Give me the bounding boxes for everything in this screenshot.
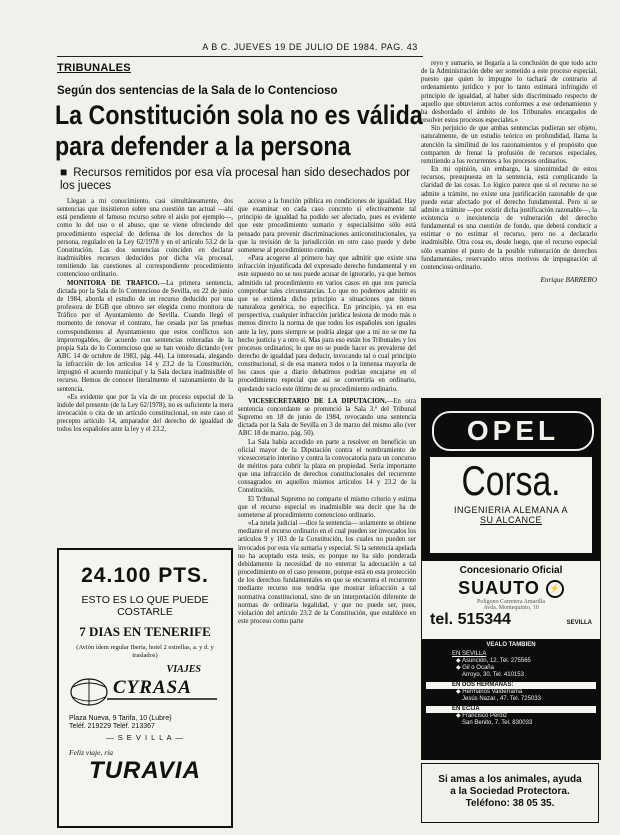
paragraph <box>57 280 233 394</box>
article-column-2 <box>238 198 416 828</box>
tagline-1: INGENIERIA ALEMANA A <box>453 505 569 515</box>
agents-location-1: EN SEVILLA <box>452 651 487 657</box>
paragraph: Sin perjuicio de que ambas sentencias pudieran ser objeto, naturalmente, de un estudio teórico en profundidad, llama la atención la similitud de los razonamientos y el propósito que comparten de frenar la profusión de recursos especiales, remitiendo a los recurrentes a los procesos ordinarios. <box>421 125 597 165</box>
headline-line-2: para defender a la persona <box>55 131 351 161</box>
paragraph: acceso a la función pública en condiciones de igualdad. Hay que examinar en cada caso concreto si efectivamente tal principio de igualdad ha podido ser afectado, pues es evidente que este procedimiento sumario y especialísimo sólo está pensado para prevenir discriminaciones anticonstitucionales, ya que la revisión de la jurisdicción en otro caso puede y debe someterse al procedimiento común. <box>238 198 416 254</box>
dealer-address-1: Polígono Carretera Amarilla <box>477 599 545 605</box>
paragraph-body: —La primera sentencia, dictada por la Sala de lo Contencioso de Sevilla, en 22 de junio de 1984, aborda el estudio de un recurso deducido por una profesora de EGB que obtuvo ser elegida como monitora de Tráfico por el Ayuntamiento de Sevilla. Cuando llegó el momento de renovar el contrato, fue cesada por las pruebas correspondientes al Ayuntamiento que estos conflictos son improrrogables, de acuerdo con sentencias reiteradas de la propia Sala de lo Contencioso que se han venido dictando (ver ABC 14 de octubre de 1983, pág. 44). La interesada, alegando la infracción de los artículos 14 y 23.2 de la Constitución, impugnó el acuerdo municipal y la Sala declara inadmisible el recurso. Hemos de conocer literalmente el razonamiento de la sentencia. <box>57 279 233 393</box>
paragraph: El Tribunal Supremo no comparte el mismo criterio y estima que el recurso especial es inadmisible sea decir que ha de someterse al procedimiento contencioso ordinario. <box>238 495 416 519</box>
article-signature: Enrique BARRERO <box>540 276 597 285</box>
ad-tenerife <box>57 548 233 828</box>
diamond-icon: ◆ <box>456 713 463 719</box>
dealer-name: SUAUTO <box>458 578 540 598</box>
phone-row <box>422 611 600 629</box>
ad-opel <box>421 398 601 760</box>
agency-address-1: Plaza Nueva, 9 Tarifa, 10 (Lubre) <box>69 715 172 722</box>
brand-turavia: TURAVIA <box>89 757 201 784</box>
agent-entry: ◆ Asunción, 12. Tel. 275565 <box>456 658 531 664</box>
ad-animal-protection <box>421 763 599 823</box>
agents-title: VEALO TAMBIEN <box>486 642 536 648</box>
subhead-text: Recursos remitidos por esa vía procesal han sido desechados por los jueces <box>60 167 411 192</box>
dealer-panel <box>422 561 600 640</box>
ad-line-3: Teléfono: 38 05 35. <box>465 798 555 809</box>
ad-line-2: COSTARLE <box>117 606 173 618</box>
tagline-2: SU ALCANCE <box>479 515 543 525</box>
ad-slogan: Feliz viaje, ría <box>69 748 113 757</box>
article-subhead <box>60 166 420 193</box>
agency-top: VIAJES <box>166 664 201 675</box>
dealer-city: SEVILLA <box>566 620 592 626</box>
opel-top-panel <box>422 399 600 559</box>
paragraph: «La tutela judicial —dice la sentencia— solamente se obtiene mediante el recurso ordinario en el cual pueden ser invocados los artículos 9 y 103 de la Constitución, los cuales no pueden ser invocados por esta vía sumaria y especial. Si la sentencia apelada no ha aceptado esta tesis, es porque no ha sido ponderada debidamente la necesidad de no enterrar la adecuación a tal procedimiento en el caso presente, porque está en esta protección de los derechos fundamentales en que se encuentra el recurrente mediante recurso nos tendría que mostrar infracción a tal normativa constitucional, sino de un interpretación diferente de normas de ordinaria legalidad, y que no puede ser, pues, violación del artículo 23.2 de la Constitución, que establece en este proceso como parte <box>238 520 416 625</box>
article-kicker: Según dos sentencias de la Sala de lo Contencioso <box>57 85 338 97</box>
agency-logo <box>67 675 223 709</box>
bullet-icon: ■ <box>60 165 68 179</box>
paragraph-body: —En otra sentencia concordante se pronunció la Sala 3.ª del Tribunal Supremo en 18 de junio de 1984, revocando una sentencia dictada por la Sala de Sevilla en 3 de marzo del mismo año (ver ABC 18 de marzo, pág. 50). <box>238 397 416 438</box>
page-header: A B C. JUEVES 19 DE JULIO DE 1984. PAG. 43 <box>202 42 418 52</box>
diamond-icon: ◆ <box>456 658 462 664</box>
diamond-icon: ◆ <box>456 665 463 671</box>
article-column-1 <box>57 198 233 540</box>
ad-details: (Avión ídem regular Iberia, hotel 2 estrellas, a. y d. y traslados) <box>76 644 214 659</box>
agents-location-3: EN ECIJA <box>426 706 596 713</box>
corsa-panel <box>430 457 592 553</box>
dealer-phone: tel. 515344 <box>430 611 511 628</box>
ad-line-2: a la Sociedad Protectora. <box>450 786 570 797</box>
article-headline <box>55 100 423 162</box>
article-column-3 <box>421 60 597 376</box>
headline-line-1: La Constitución sola no es válida <box>55 100 423 130</box>
dealer-row <box>422 578 600 599</box>
paragraph: «Es evidente que por la vía de un proceso especial de la índole del presente (de la Ley 62/1978), no es suficiente la mera invocación o cita de un artículo constitucional, en este caso el precepto artículo 14, amparador del derecho de igualdad de todos los españoles ante la ley y el 23.2, <box>57 393 233 434</box>
paragraph: Llegan a mi conocimiento, casi simultáneamente, dos sentencias que insistieron sobre una cuestión tan actual —ahí está pendiente el famoso recurso sobre el aislo por ejemplo—, como lo del uso o el abuso, que se viene ofreciendo del procedimiento especial de defensa de los derechos de la persona, regulado en la Ley 62/1978 y en el artículo 53.2 de la Constitución. Las dos sentencias coinciden en declarar inadmisibles recursos deducidos por dicha vía procesal, remitiendo las cuestiones al correspondiente procedimiento contencioso ordinario. <box>57 198 233 279</box>
opel-emblem-icon: ⚡ <box>546 580 564 598</box>
header-rule <box>57 56 423 57</box>
paragraph: reyo y sumario, se llegaría a la conclusión de que todo acto de la Administración debe ser sometido a este proceso especial, puesto que quien lo impugne lo tachará de contrario al ordenamiento jurídico y por lo tanto estimará infringido el principio de igualdad, al haber sido discriminado respecto de aquello que obtuvieron actos conformes a ese ordenamiento y ha desbordado el ámbito de los Tribunales encargados de resolver estos procesos especiales.» <box>421 60 597 125</box>
paragraph: En mi opinión, sin embargo, la sinonimidad de estos recursos, presupuesta en la sentencia, está complicando la claridad de las cosas. Lo lógico parece que si el recurso no se admite a trámite, no existe una justificación razonable de que puede estar afectado por el derecho fundamental. Pero si se admite a trámite —por existir dicha justificación razonable—, la existencia o inexistencia de vulneración del derecho fundamental es una cuestión de fondo, que deberá conducir a estimar o no estimar el recurso, pero no a declararlo inadmisible. Otra cosa es, desde luego, que el recurso especial sólo examine el punto de la posible vulneración de derechos fundamentales, reservando otros motivos de impugnación al contencioso ordinario. <box>421 166 597 271</box>
agency-address-2: Teléf. 219229 Teléf. 213367 <box>69 723 155 730</box>
agent-entry: San Benito, 7. Tel. 830033 <box>462 720 533 726</box>
agency-name: CYRASA <box>113 677 192 698</box>
paragraph <box>238 398 416 439</box>
section-label: TRIBUNALES <box>57 62 131 74</box>
ad-line-1: ESTO ES LO QUE PUEDE <box>81 594 209 606</box>
paragraph-lead: VICESECRETARIO DE LA DIPUTACION. <box>248 397 387 405</box>
opel-brand: OPEL <box>466 415 560 446</box>
dealer-address-2: Avda. Montequinto, 10 <box>483 605 539 611</box>
ad-line-1: Si amas a los animales, ayuda <box>438 774 582 785</box>
agency-city: — S E V I L L A — <box>106 733 184 742</box>
paragraph-lead: MONITORA DE TRAFICO. <box>67 279 160 287</box>
agents-location-2: EN DOS HERMANAS: <box>426 682 596 689</box>
ad-price: 24.100 PTS. <box>81 564 209 587</box>
dealer-title: Concesionario Oficial <box>459 565 563 576</box>
agent-entry: ◆ Francisco Perdiz <box>456 713 507 719</box>
agent-entry: Jesús Nazar., 47. Tel. 725033 <box>462 696 541 702</box>
opel-logo <box>432 411 594 451</box>
diamond-icon: ◆ <box>456 689 463 695</box>
agent-entry: Arroyo, 30. Tel. 410153 <box>462 672 524 678</box>
model-name: Corsa. <box>461 457 561 504</box>
agents-panel <box>422 640 600 760</box>
paragraph: La Sala había accedido en parte a resolver en beneficio un oficial mayor de la Diputación contra el nombramiento de vicesecretario interino y contra la convocatoria para un concurso de méritos para cubrir la plaza en propiedad. Sería importante que una infracción de derechos constitucionales del recurrente consagrados en aquellos mismos artículos 14 y 23.2 de la Constitución. <box>238 438 416 495</box>
paragraph: «Para acogerse al primero hay que admitir que existe una infracción injustificada del expresado derecho fundamental y en este supuesto no se nos puede acusar de ignorarlo, ya que hemos admitido tal procedimiento en varios casos en que nos parecía comprobar tales circunstancias. Lo que no podemos admitir es que se extienda dicho principio a situaciones que tienen naturaleza genérica, no específica. En principio, ya en esa perspectiva, cualquier infracción jurídica lesiona de modo más o menos directo la norma de que todos los españoles son iguales ante la ley, pues siempre se podría alegar que a mí no se me ha hecho justicia y a otro sí. Mas para eso están los Tribunales y los procesos ordinarios; lo que no se puede hacer es prevalerse del derecho de igualdad para deducir, invocando tal o cual principio constitucional, si de esa manera todos o la inmensa mayoría de los casos que a diario debatimos podrían encajarse en el procedimiento especial que así se convertiría en ordinario, quedando vacío este último de su procedimiento ordinario. <box>238 255 416 393</box>
ad-line-3: 7 DIAS EN TENERIFE <box>79 624 211 639</box>
agent-entry: ◆ Hermanos Valderrama <box>456 689 523 695</box>
agent-entry: ◆ Gil o Ocaña <box>456 665 494 671</box>
